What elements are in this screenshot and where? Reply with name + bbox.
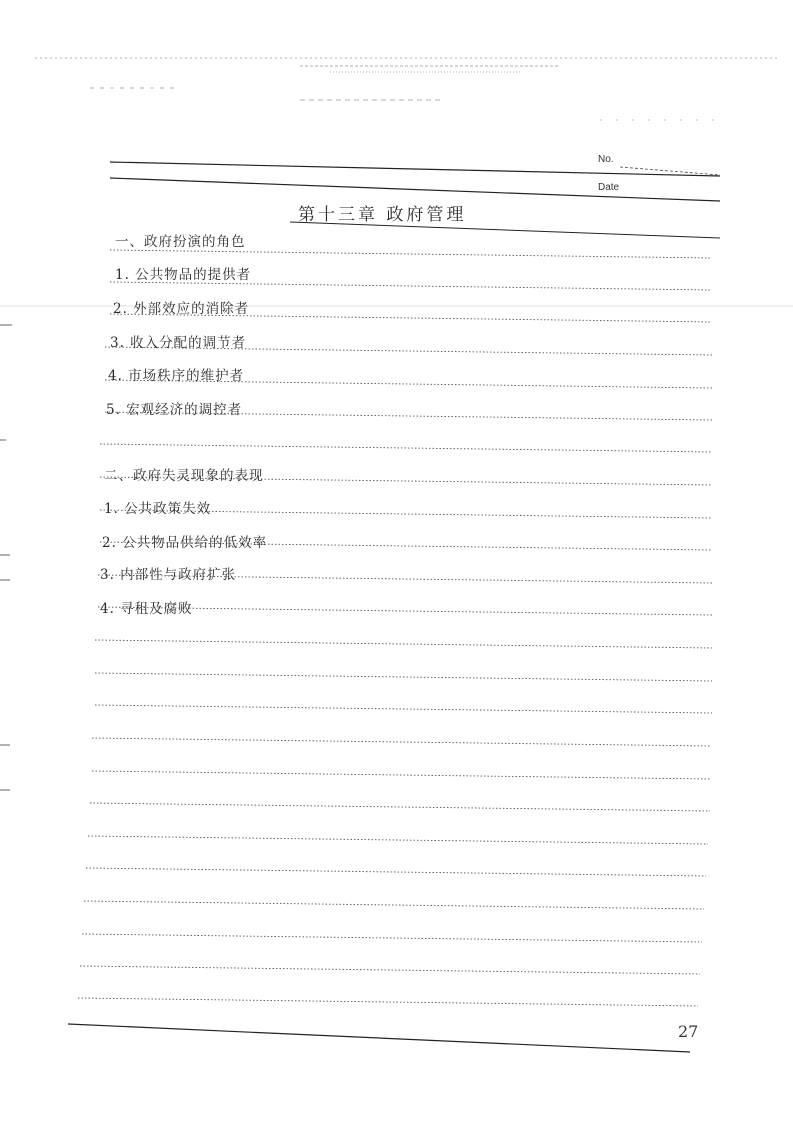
list-item: 1. 公共物品的提供者 — [115, 267, 252, 283]
list-item: 1. 公共政策失效 — [104, 501, 212, 517]
date-label: Date — [598, 182, 620, 193]
list-item: 3. 收入分配的调节者 — [110, 335, 247, 351]
list-item: 4. 寻租及腐败 — [100, 601, 193, 617]
list-item: 2. 公共物品供给的低效率 — [102, 535, 268, 551]
no-label: No. — [598, 154, 614, 165]
list-item: 2. 外部效应的消除者 — [113, 301, 250, 317]
section-heading: 二、政府失灵现象的表现 — [104, 468, 264, 484]
page-number: 27 — [678, 1022, 699, 1041]
list-item: 3. 内部性与政府扩张 — [100, 567, 237, 583]
section-heading: 一、政府扮演的角色 — [115, 234, 246, 250]
list-item: 4. 市场秩序的维护者 — [108, 368, 245, 384]
chapter-title: 第十三章 政府管理 — [298, 205, 467, 225]
list-item: 5. 宏观经济的调控者 — [106, 402, 243, 418]
